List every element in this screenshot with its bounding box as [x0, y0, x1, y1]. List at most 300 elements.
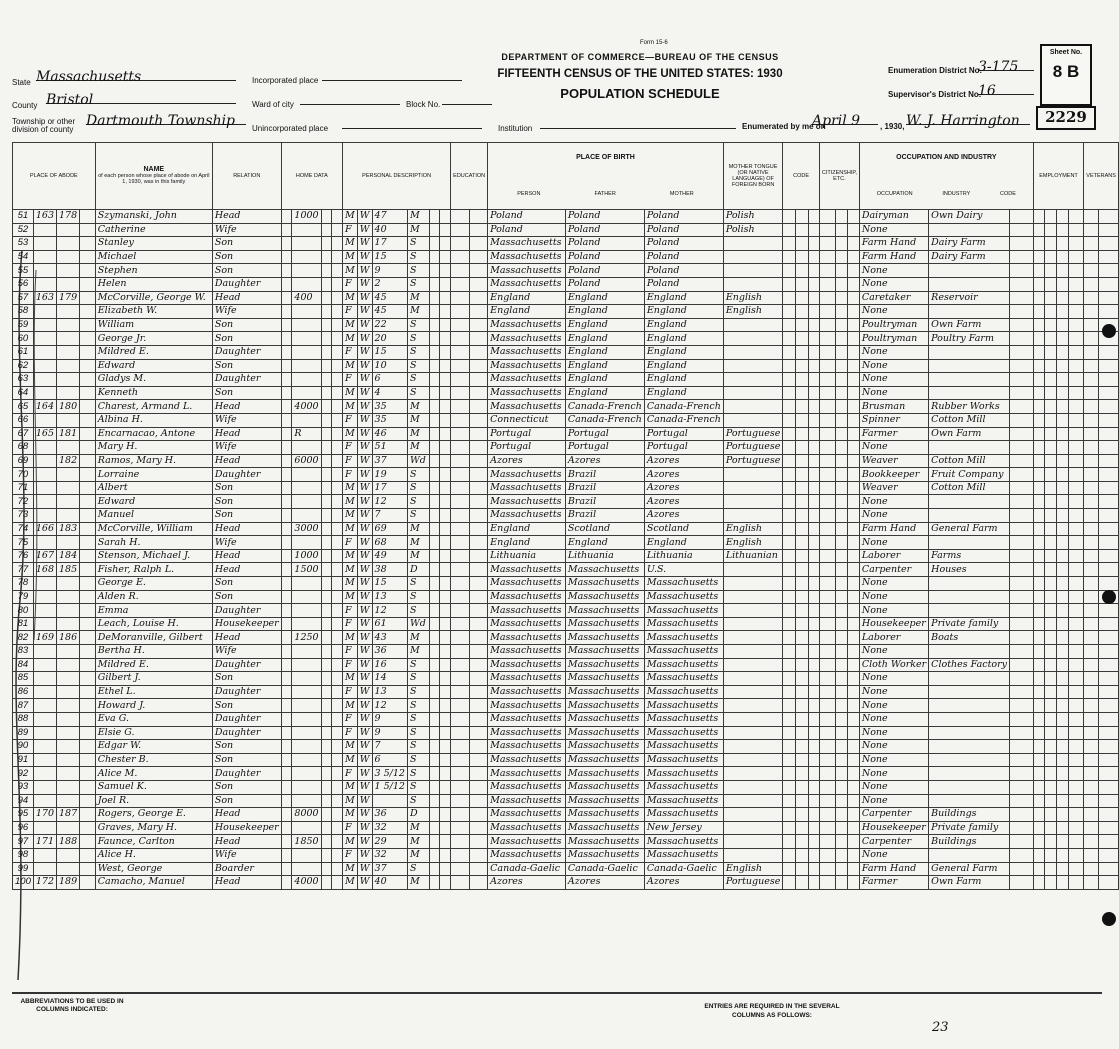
cell-empty [819, 345, 835, 359]
cell-empty [332, 250, 343, 264]
cell-sex: M [343, 699, 358, 713]
cell-ms: S [407, 658, 429, 672]
cell-rel: Daughter [212, 277, 281, 291]
cell-ind: Dairy Farm [929, 250, 1010, 264]
cell-sex: F [343, 441, 358, 455]
enum-district-label: Enumeration District No. [888, 66, 982, 75]
cell-f: 181 [57, 427, 80, 441]
cell-empty [783, 645, 796, 659]
cell-empty [440, 373, 451, 387]
cell-empty [1068, 780, 1083, 794]
cell-empty [451, 862, 469, 876]
cell-age: 49 [372, 549, 407, 563]
cell-tongue [723, 753, 783, 767]
cell-ms: M [407, 427, 429, 441]
cell-occ: None [859, 780, 928, 794]
cell-fa: England [565, 373, 644, 387]
cell-occ: None [859, 672, 928, 686]
cell-mo: Massachusetts [644, 645, 723, 659]
cell-fa: Massachusetts [565, 645, 644, 659]
table-row [13, 876, 1119, 890]
cell-empty [847, 536, 859, 550]
cell-empty [1068, 305, 1083, 319]
cell-empty [469, 318, 488, 332]
cell-rel: Daughter [212, 345, 281, 359]
cell-empty [847, 237, 859, 251]
cell-empty [281, 509, 292, 523]
cell-empty [1010, 277, 1034, 291]
cell-line: 53 [13, 237, 34, 251]
cell-sex: M [343, 876, 358, 890]
cell-val [292, 794, 321, 808]
cell-empty [321, 522, 332, 536]
cell-empty [783, 277, 796, 291]
cell-empty [451, 468, 469, 482]
cell-f [57, 767, 80, 781]
cell-empty [783, 427, 796, 441]
cell-empty [1033, 318, 1045, 332]
cell-empty [796, 577, 809, 591]
cell-empty [819, 509, 835, 523]
cell-d: 168 [33, 563, 56, 577]
cell-race: W [357, 441, 372, 455]
cell-sex: F [343, 536, 358, 550]
cell-fa: Massachusetts [565, 780, 644, 794]
col-occ-subs [862, 191, 1031, 197]
cell-empty [440, 590, 451, 604]
cell-ind [929, 495, 1010, 509]
cell-empty [1068, 658, 1083, 672]
cell-sex: M [343, 509, 358, 523]
cell-ind [929, 767, 1010, 781]
schedule-title: POPULATION SCHEDULE [560, 86, 720, 101]
cell-empty [332, 672, 343, 686]
cell-occ: Farm Hand [859, 522, 928, 536]
cell-empty [469, 821, 488, 835]
cell-empty [1084, 808, 1099, 822]
cell-ind: Own Farm [929, 876, 1010, 890]
cell-empty [80, 808, 96, 822]
cell-empty [1010, 726, 1034, 740]
cell-occ: Dairyman [859, 210, 928, 224]
cell-empty [321, 712, 332, 726]
cell-mo: Poland [644, 237, 723, 251]
cell-empty [440, 454, 451, 468]
cell-occ: None [859, 753, 928, 767]
cell-empty [429, 862, 440, 876]
cell-empty [281, 712, 292, 726]
cell-pob: Massachusetts [488, 808, 566, 822]
supervisor-label: Supervisor's District No. [888, 90, 982, 99]
cell-empty [1068, 386, 1083, 400]
cell-race: W [357, 577, 372, 591]
cell-empty [1045, 794, 1057, 808]
cell-empty [1045, 264, 1057, 278]
census-table [12, 142, 1119, 890]
cell-empty [321, 237, 332, 251]
cell-empty [796, 726, 809, 740]
cell-rel: Head [212, 210, 281, 224]
col-name-title: NAME [143, 166, 165, 173]
cell-empty [451, 699, 469, 713]
cell-empty [847, 373, 859, 387]
cell-empty [1068, 413, 1083, 427]
cell-empty [1068, 291, 1083, 305]
cell-empty [332, 495, 343, 509]
department-title: DEPARTMENT OF COMMERCE—BUREAU OF THE CENSUS [501, 52, 779, 62]
cell-empty [281, 536, 292, 550]
cell-empty [796, 631, 809, 645]
cell-age: 45 [372, 291, 407, 305]
cell-age: 37 [372, 862, 407, 876]
table-row [13, 400, 1119, 414]
cell-occ: None [859, 536, 928, 550]
cell-rel: Head [212, 631, 281, 645]
cell-pob: Massachusetts [488, 563, 566, 577]
cell-name: West, George [95, 862, 212, 876]
cell-occ: None [859, 223, 928, 237]
cell-empty [1084, 468, 1099, 482]
cell-empty [796, 495, 809, 509]
cell-tongue [723, 495, 783, 509]
cell-tongue [723, 481, 783, 495]
cell-empty [1045, 617, 1057, 631]
cell-f [57, 862, 80, 876]
cell-empty [1068, 699, 1083, 713]
table-row [13, 277, 1119, 291]
cell-val [292, 318, 321, 332]
cell-line: 83 [13, 645, 34, 659]
cell-empty [783, 359, 796, 373]
cell-f [57, 590, 80, 604]
cell-tongue [723, 794, 783, 808]
cell-empty [1045, 835, 1057, 849]
cell-empty [321, 427, 332, 441]
cell-empty [429, 672, 440, 686]
cell-val [292, 413, 321, 427]
cell-empty [451, 753, 469, 767]
cell-empty [469, 373, 488, 387]
cell-empty [281, 345, 292, 359]
cell-empty [835, 386, 847, 400]
cell-empty [332, 400, 343, 414]
cell-d [33, 441, 56, 455]
cell-empty [819, 604, 835, 618]
cell-empty [1033, 400, 1045, 414]
cell-empty [321, 223, 332, 237]
cell-empty [440, 563, 451, 577]
cell-f [57, 373, 80, 387]
cell-empty [429, 780, 440, 794]
cell-empty [1068, 617, 1083, 631]
cell-name: Edgar W. [95, 740, 212, 754]
cell-empty [451, 645, 469, 659]
cell-name: George E. [95, 577, 212, 591]
cell-empty [1010, 753, 1034, 767]
table-row [13, 441, 1119, 455]
cell-sex: F [343, 617, 358, 631]
cell-empty [783, 291, 796, 305]
cell-pob: Massachusetts [488, 577, 566, 591]
cell-f: 183 [57, 522, 80, 536]
cell-race: W [357, 318, 372, 332]
cell-empty [1084, 604, 1099, 618]
cell-empty [1099, 821, 1119, 835]
cell-empty [819, 563, 835, 577]
cell-empty [783, 210, 796, 224]
cell-mo: Massachusetts [644, 753, 723, 767]
cell-empty [835, 794, 847, 808]
cell-empty [1084, 712, 1099, 726]
cell-d [33, 712, 56, 726]
cell-empty [1099, 685, 1119, 699]
cell-empty [429, 767, 440, 781]
cell-mo: Massachusetts [644, 685, 723, 699]
cell-empty [321, 685, 332, 699]
cell-tongue [723, 250, 783, 264]
cell-empty [796, 862, 809, 876]
table-row [13, 848, 1119, 862]
cell-empty [1033, 862, 1045, 876]
cell-empty [1057, 345, 1069, 359]
table-row [13, 495, 1119, 509]
cell-ms: S [407, 277, 429, 291]
cell-empty [321, 767, 332, 781]
cell-val [292, 277, 321, 291]
cell-empty [1099, 753, 1119, 767]
cell-fa: Brazil [565, 495, 644, 509]
cell-empty [429, 359, 440, 373]
cell-empty [469, 481, 488, 495]
cell-empty [1010, 699, 1034, 713]
cell-val: 1850 [292, 835, 321, 849]
cell-line: 73 [13, 509, 34, 523]
cell-line: 93 [13, 780, 34, 794]
cell-name: Sarah H. [95, 536, 212, 550]
cell-empty [451, 780, 469, 794]
cell-rel: Wife [212, 645, 281, 659]
cell-empty [819, 590, 835, 604]
cell-empty [796, 780, 809, 794]
cell-empty [80, 305, 96, 319]
cell-tongue [723, 413, 783, 427]
cell-empty [847, 495, 859, 509]
cell-empty [808, 237, 819, 251]
cell-empty [1057, 536, 1069, 550]
cell-empty [332, 794, 343, 808]
cell-empty [1068, 345, 1083, 359]
cell-ms: S [407, 862, 429, 876]
cell-empty [819, 780, 835, 794]
cell-empty [819, 359, 835, 373]
cell-empty [1033, 835, 1045, 849]
cell-empty [321, 468, 332, 482]
cell-val [292, 672, 321, 686]
table-row [13, 291, 1119, 305]
col-birth-subs [490, 191, 721, 197]
cell-empty [835, 821, 847, 835]
cell-empty [451, 345, 469, 359]
cell-empty [429, 400, 440, 414]
township-line [86, 110, 246, 129]
cell-line: 66 [13, 413, 34, 427]
cell-line: 54 [13, 250, 34, 264]
cell-empty [451, 305, 469, 319]
table-row [13, 590, 1119, 604]
cell-mo: Massachusetts [644, 604, 723, 618]
cell-ind [929, 685, 1010, 699]
cell-age: 15 [372, 345, 407, 359]
cell-empty [835, 427, 847, 441]
cell-empty [80, 767, 96, 781]
table-row [13, 250, 1119, 264]
cell-empty [1033, 726, 1045, 740]
cell-pob: England [488, 522, 566, 536]
cell-empty [281, 413, 292, 427]
sheet-value: 8 B [1052, 62, 1080, 81]
cell-mo: England [644, 332, 723, 346]
cell-empty [429, 577, 440, 591]
cell-tongue [723, 645, 783, 659]
cell-sex: M [343, 672, 358, 686]
cell-empty [440, 876, 451, 890]
cell-empty [429, 264, 440, 278]
punch-hole-icon [1102, 324, 1116, 338]
cell-empty [321, 373, 332, 387]
cell-name: Stephen [95, 264, 212, 278]
cell-val [292, 767, 321, 781]
table-row [13, 862, 1119, 876]
cell-f [57, 604, 80, 618]
cell-fa: Poland [565, 250, 644, 264]
cell-empty [80, 359, 96, 373]
cell-empty [1084, 277, 1099, 291]
cell-empty [819, 862, 835, 876]
cell-empty [321, 359, 332, 373]
cell-empty [1045, 563, 1057, 577]
county-label: County [12, 101, 38, 110]
cell-d: 165 [33, 427, 56, 441]
cell-empty [1045, 522, 1057, 536]
cell-empty [440, 699, 451, 713]
cell-occ: None [859, 604, 928, 618]
cell-empty [451, 563, 469, 577]
cell-empty [440, 359, 451, 373]
cell-empty [847, 318, 859, 332]
cell-empty [1068, 604, 1083, 618]
cell-empty [808, 631, 819, 645]
cell-sex: F [343, 685, 358, 699]
cell-empty [469, 767, 488, 781]
cell-empty [451, 876, 469, 890]
col-abode: PLACE OF ABODE [13, 143, 96, 210]
cell-d [33, 536, 56, 550]
cell-empty [796, 481, 809, 495]
cell-empty [783, 577, 796, 591]
cell-ms: D [407, 808, 429, 822]
cell-tongue [723, 468, 783, 482]
township-label: Township or other division of county [12, 117, 76, 134]
cell-occ: None [859, 590, 928, 604]
cell-empty [808, 794, 819, 808]
cell-empty [1033, 332, 1045, 346]
cell-sex: F [343, 468, 358, 482]
cell-empty [1010, 400, 1034, 414]
cell-ind: General Farm [929, 862, 1010, 876]
cell-race: W [357, 536, 372, 550]
cell-line: 67 [13, 427, 34, 441]
cell-empty [808, 699, 819, 713]
cell-empty [1010, 549, 1034, 563]
cell-empty [281, 808, 292, 822]
cell-race: W [357, 631, 372, 645]
cell-empty [1099, 210, 1119, 224]
block-line [442, 92, 492, 105]
cell-empty [783, 250, 796, 264]
cell-empty [808, 672, 819, 686]
cell-race: W [357, 386, 372, 400]
cell-pob: Connecticut [488, 413, 566, 427]
cell-empty [1057, 400, 1069, 414]
cell-empty [321, 454, 332, 468]
cell-empty [808, 481, 819, 495]
cell-pob: Massachusetts [488, 495, 566, 509]
cell-mo: England [644, 318, 723, 332]
cell-ind: Buildings [929, 835, 1010, 849]
cell-f [57, 577, 80, 591]
cell-f [57, 386, 80, 400]
cell-line: 60 [13, 332, 34, 346]
table-body [13, 210, 1119, 890]
cell-rel: Daughter [212, 373, 281, 387]
cell-val: 1000 [292, 549, 321, 563]
cell-ms: S [407, 468, 429, 482]
cell-empty [808, 291, 819, 305]
cell-empty [80, 345, 96, 359]
cell-rel: Son [212, 672, 281, 686]
cell-empty [796, 332, 809, 346]
cell-empty [451, 291, 469, 305]
cell-sex: M [343, 577, 358, 591]
cell-empty [80, 780, 96, 794]
cell-empty [1084, 386, 1099, 400]
cell-race: W [357, 495, 372, 509]
cell-empty [469, 794, 488, 808]
cell-empty [1057, 468, 1069, 482]
cell-empty [819, 753, 835, 767]
cell-empty [1010, 386, 1034, 400]
cell-d [33, 264, 56, 278]
cell-empty [469, 522, 488, 536]
cell-empty [1084, 345, 1099, 359]
cell-empty [1099, 794, 1119, 808]
cell-empty [80, 604, 96, 618]
cell-empty [469, 726, 488, 740]
cell-empty [1057, 645, 1069, 659]
cell-ind [929, 712, 1010, 726]
cell-empty [440, 549, 451, 563]
cell-empty [1010, 427, 1034, 441]
cell-val [292, 848, 321, 862]
cell-empty [808, 522, 819, 536]
cell-empty [80, 712, 96, 726]
cell-mo: Massachusetts [644, 658, 723, 672]
cell-empty [469, 577, 488, 591]
cell-empty [1033, 577, 1045, 591]
cell-sex: M [343, 862, 358, 876]
cell-rel: Housekeeper [212, 821, 281, 835]
cell-empty [332, 848, 343, 862]
